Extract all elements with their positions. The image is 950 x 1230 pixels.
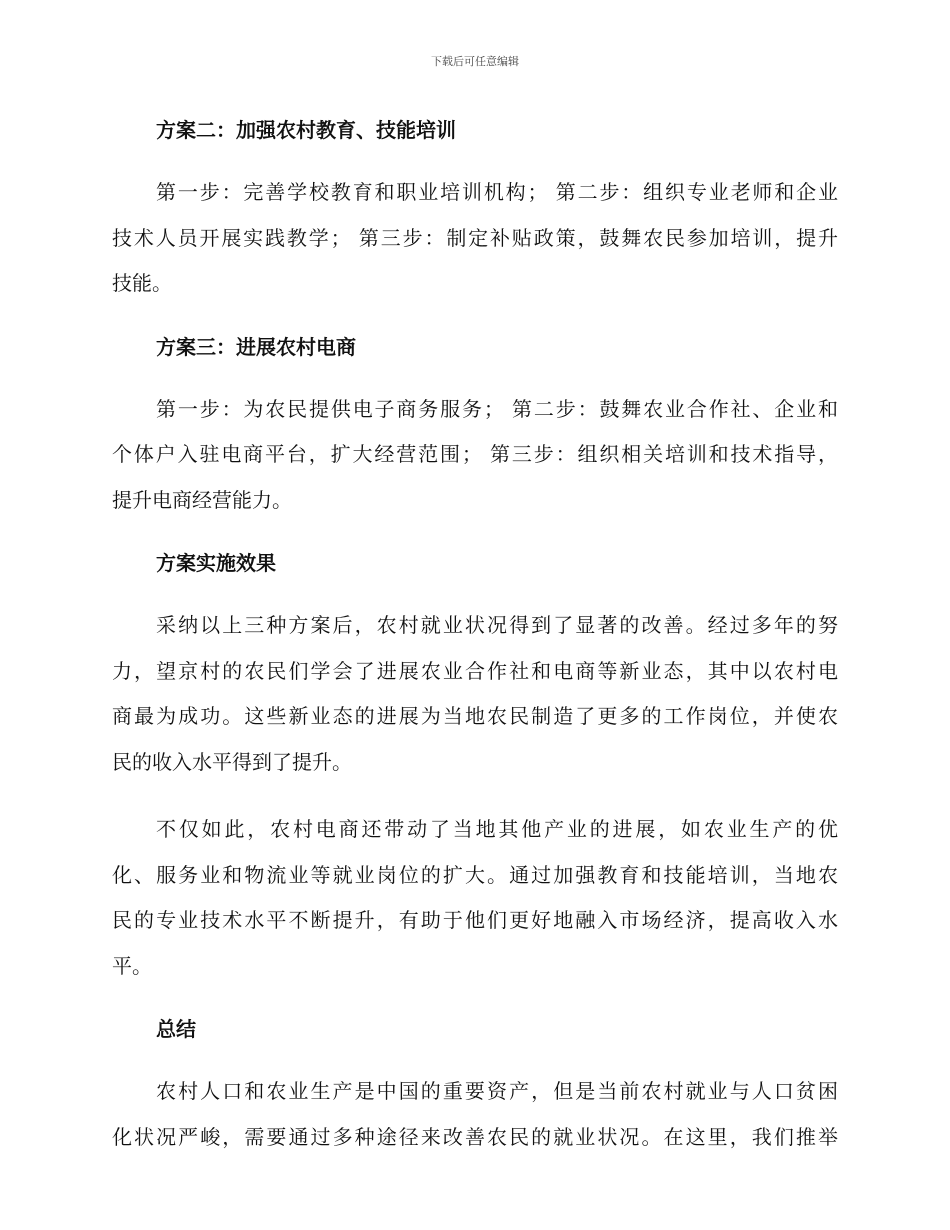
- text-line: 提升电商经营能力。: [112, 487, 292, 512]
- text-line: 技术人员开展实践教学； 第三步：制定补贴政策，鼓舞农民参加培训，提升: [112, 225, 838, 250]
- text-line: 化状况严峻，需要通过多种途径来改善农民的就业状况。在这里，我们推举: [112, 1124, 838, 1149]
- text-line: 个体户入驻电商平台，扩大经营范围； 第三步：组织相关培训和技术指导，: [112, 442, 838, 466]
- text-line: 不仅如此，农村电商还带动了当地其他产业的进展，如农业生产的优: [156, 817, 838, 841]
- section-heading-summary: 总结: [156, 1017, 196, 1041]
- paragraph-plan-3-steps: [112, 387, 838, 524]
- paragraph-summary: [112, 1069, 838, 1160]
- text-line: 商最为成功。这些新业态的进展为当地农民制造了更多的工作岗位，并使农: [112, 704, 838, 728]
- text-line: 力，望京村的农民们学会了进展农业合作社和电商等新业态，其中以农村电: [112, 658, 838, 683]
- paragraph-results-1: [112, 603, 838, 785]
- page-header-note: 下载后可任意编辑: [431, 55, 519, 68]
- section-heading-plan-3: 方案三：进展农村电商: [156, 334, 356, 359]
- paragraph-results-2: [112, 807, 838, 989]
- section-heading-plan-2: 方案二：加强农村教育、技能培训: [156, 118, 456, 142]
- text-line: 平。: [112, 953, 152, 978]
- text-line: 第一步：完善学校教育和职业培训机构； 第二步：组织专业老师和企业: [156, 180, 838, 204]
- text-line: 第一步：为农民提供电子商务服务； 第二步：鼓舞农业合作社、企业和: [156, 396, 838, 421]
- text-line: 技能。: [112, 271, 172, 295]
- text-line: 民的专业技术水平不断提升，有助于他们更好地融入市场经济，提高收入水: [112, 908, 838, 932]
- text-line: 采纳以上三种方案后，农村就业状况得到了显著的改善。经过多年的努: [156, 613, 838, 637]
- text-line: 农村人口和农业生产是中国的重要资产，但是当前农村就业与人口贫困: [156, 1079, 838, 1103]
- paragraph-plan-2-steps: [112, 170, 838, 307]
- text-line: 民的收入水平得到了提升。: [112, 749, 352, 774]
- document-body: [112, 112, 838, 1182]
- text-line: 化、服务业和物流业等就业岗位的扩大。通过加强教育和技能培训，当地农: [112, 862, 838, 887]
- section-heading-results: 方案实施效果: [156, 551, 276, 575]
